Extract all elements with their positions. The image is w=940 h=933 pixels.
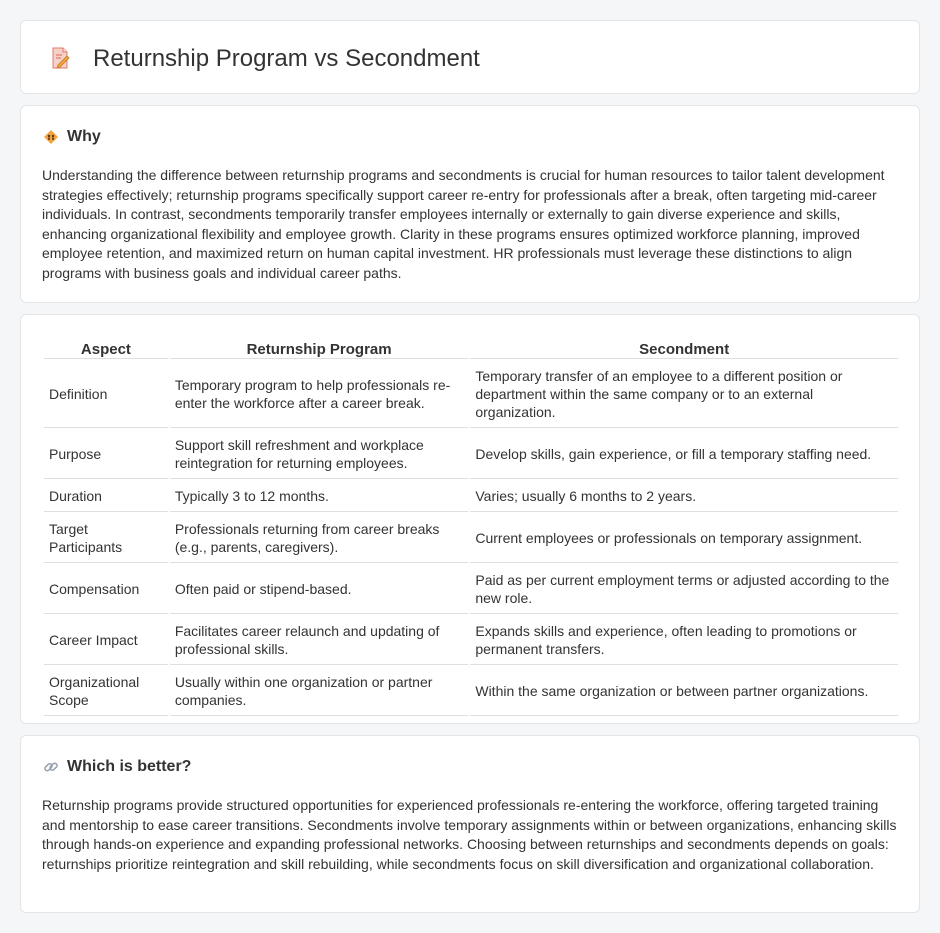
table-row <box>44 616 898 665</box>
title-card <box>20 20 920 94</box>
returnship-cell: Typically 3 to 12 months. <box>170 481 469 512</box>
header-returnship: Returnship Program <box>170 337 469 359</box>
secondment-cell: Paid as per current employment terms or adjusted according to the new role. <box>470 565 898 614</box>
aspect-cell: Target Participants <box>44 514 168 563</box>
table-row <box>44 481 898 512</box>
returnship-cell: Often paid or stipend-based. <box>170 565 469 614</box>
aspect-cell: Purpose <box>44 430 168 479</box>
aspect-cell: Organizational Scope <box>44 667 168 716</box>
comparison-table <box>42 335 900 718</box>
secondment-cell: Current employees or professionals on temporary assignment. <box>470 514 898 563</box>
why-section <box>20 105 920 303</box>
returnship-cell: Professionals returning from career breaks (e.g., parents, caregivers). <box>170 514 469 563</box>
header-aspect: Aspect <box>44 337 168 359</box>
aspect-cell: Compensation <box>44 565 168 614</box>
table-row <box>44 361 898 428</box>
secondment-cell: Develop skills, gain experience, or fill a temporary staffing need. <box>470 430 898 479</box>
table-header-row <box>44 337 898 359</box>
secondment-cell: Varies; usually 6 months to 2 years. <box>470 481 898 512</box>
which-better-heading: Which is better? <box>67 758 192 775</box>
table-row <box>44 430 898 479</box>
warning-sign-icon <box>43 129 59 145</box>
which-better-text: Returnship programs provide structured opportunities for experienced professionals re-entering the workforce, offering targeted training and mentorship to ease career transitions. Secondments involve temporary assignments within or between organizations, enhancing skills through hands-on experience and expanding professional networks. Choosing between returnships and secondments depends on goals: returnships prioritize reintegration and skill rebuilding, while secondments focus on skill diversification and organizational collaboration. <box>42 797 897 872</box>
page-title: Returnship Program vs Secondment <box>93 45 480 72</box>
aspect-cell: Career Impact <box>44 616 168 665</box>
returnship-cell: Usually within one organization or partner companies. <box>170 667 469 716</box>
aspect-cell: Duration <box>44 481 168 512</box>
link-icon <box>43 759 59 775</box>
secondment-cell: Temporary transfer of an employee to a different position or department within the same company or to an external organization. <box>470 361 898 428</box>
aspect-cell: Definition <box>44 361 168 428</box>
secondment-cell: Expands skills and experience, often leading to promotions or permanent transfers. <box>470 616 898 665</box>
returnship-cell: Facilitates career relaunch and updating of professional skills. <box>170 616 469 665</box>
table-row <box>44 514 898 563</box>
table-row <box>44 565 898 614</box>
why-heading: Why <box>67 128 101 145</box>
table-row <box>44 667 898 716</box>
which-better-section <box>20 735 920 913</box>
secondment-cell: Within the same organization or between partner organizations. <box>470 667 898 716</box>
returnship-cell: Support skill refreshment and workplace reintegration for returning employees. <box>170 430 469 479</box>
header-secondment: Secondment <box>470 337 898 359</box>
document-pen-icon <box>48 46 72 70</box>
returnship-cell: Temporary program to help professionals re-enter the workforce after a career break. <box>170 361 469 428</box>
why-text: Understanding the difference between returnship programs and secondments is crucial for human resources to tailor talent development strategies effectively; returnship programs specifically support career re-entry for professionals after a break, often targeting mid-career individuals. In contrast, secondments temporarily transfer employees internally or externally to gain diverse experience and skills, enhancing organizational flexibility and employee growth. Clarity in these programs ensures optimized workforce planning, improved employee retention, and maximized return on human capital investment. HR professionals must leverage these distinctions to align programs with business goals and individual career paths. <box>42 167 885 281</box>
comparison-table-card <box>20 314 920 724</box>
